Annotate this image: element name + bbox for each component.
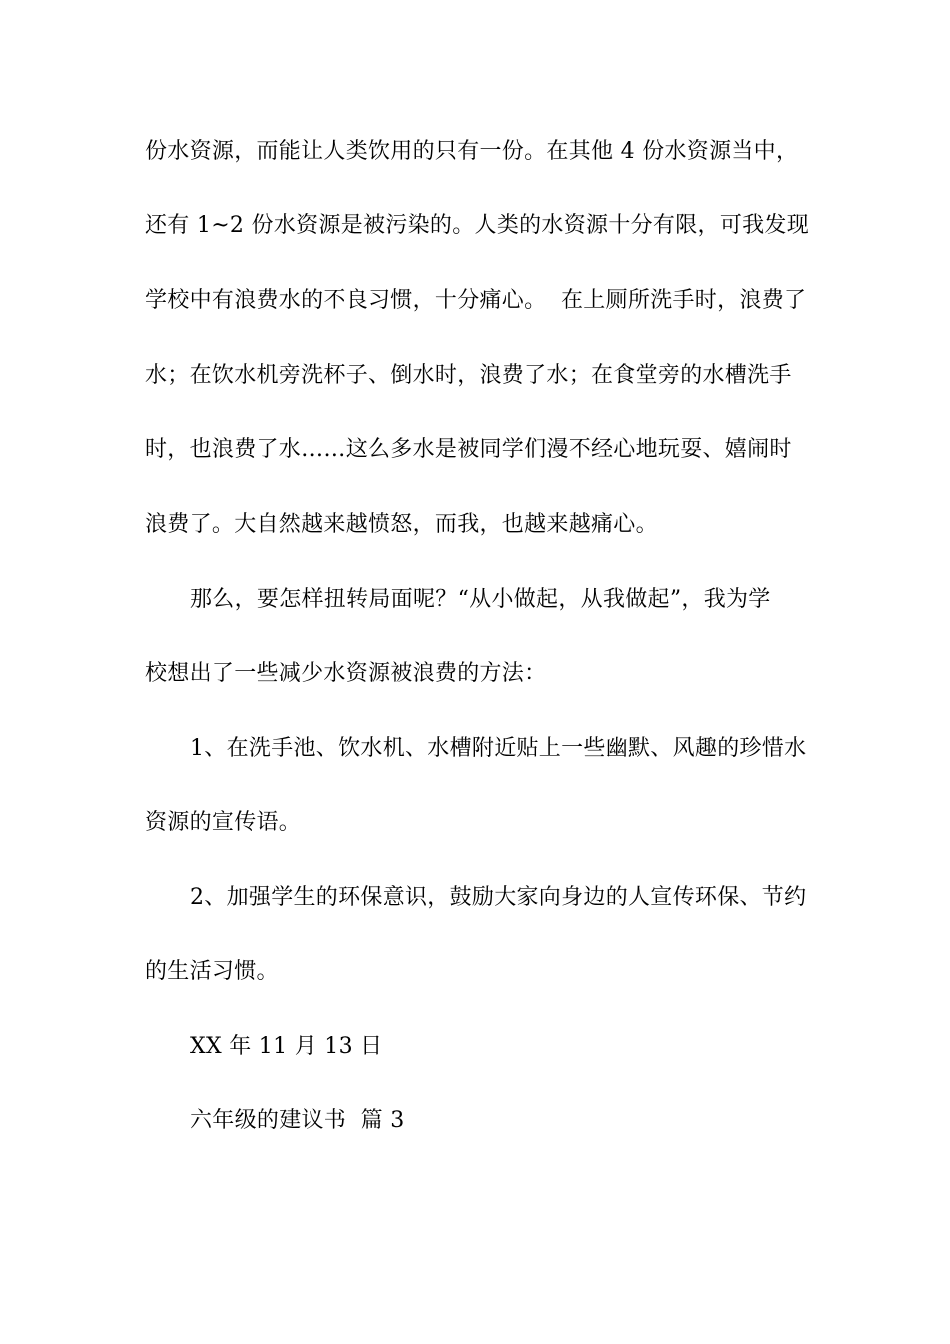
date-line: XX 年 11 月 13 日	[190, 1034, 383, 1059]
section-heading: 六年级的建议书 篇 3	[190, 1108, 405, 1133]
paragraph-line: 那么，要怎样扭转局面呢？“从小做起，从我做起”，我为学	[190, 587, 771, 612]
paragraph-line: 份水资源，而能让人类饮用的只有一份。在其他 4 份水资源当中，	[145, 139, 799, 164]
paragraph-line: 还有 1~2 份水资源是被污染的。人类的水资源十分有限，可我发现	[145, 213, 810, 238]
paragraph-line: 资源的宣传语。	[145, 810, 302, 835]
paragraph-line: 的生活习惯。	[145, 959, 279, 984]
paragraph-line: 时，也浪费了水……这么多水是被同学们漫不经心地玩耍、嬉闹时	[145, 437, 792, 462]
paragraph-line: 校想出了一些减少水资源被浪费的方法：	[145, 661, 547, 686]
paragraph-line: 学校中有浪费水的不良习惯，十分痛心。 在上厕所洗手时，浪费了	[145, 288, 807, 313]
list-item-2: 2、加强学生的环保意识，鼓励大家向身边的人宣传环保、节约	[190, 885, 807, 910]
list-item-1: 1、在洗手池、饮水机、水槽附近贴上一些幽默、风趣的珍惜水	[190, 736, 807, 761]
paragraph-line: 浪费了。大自然越来越愤怒，而我，也越来越痛心。	[145, 512, 658, 537]
paragraph-line: 水；在饮水机旁洗杯子、倒水时，浪费了水；在食堂旁的水槽洗手	[145, 363, 792, 388]
